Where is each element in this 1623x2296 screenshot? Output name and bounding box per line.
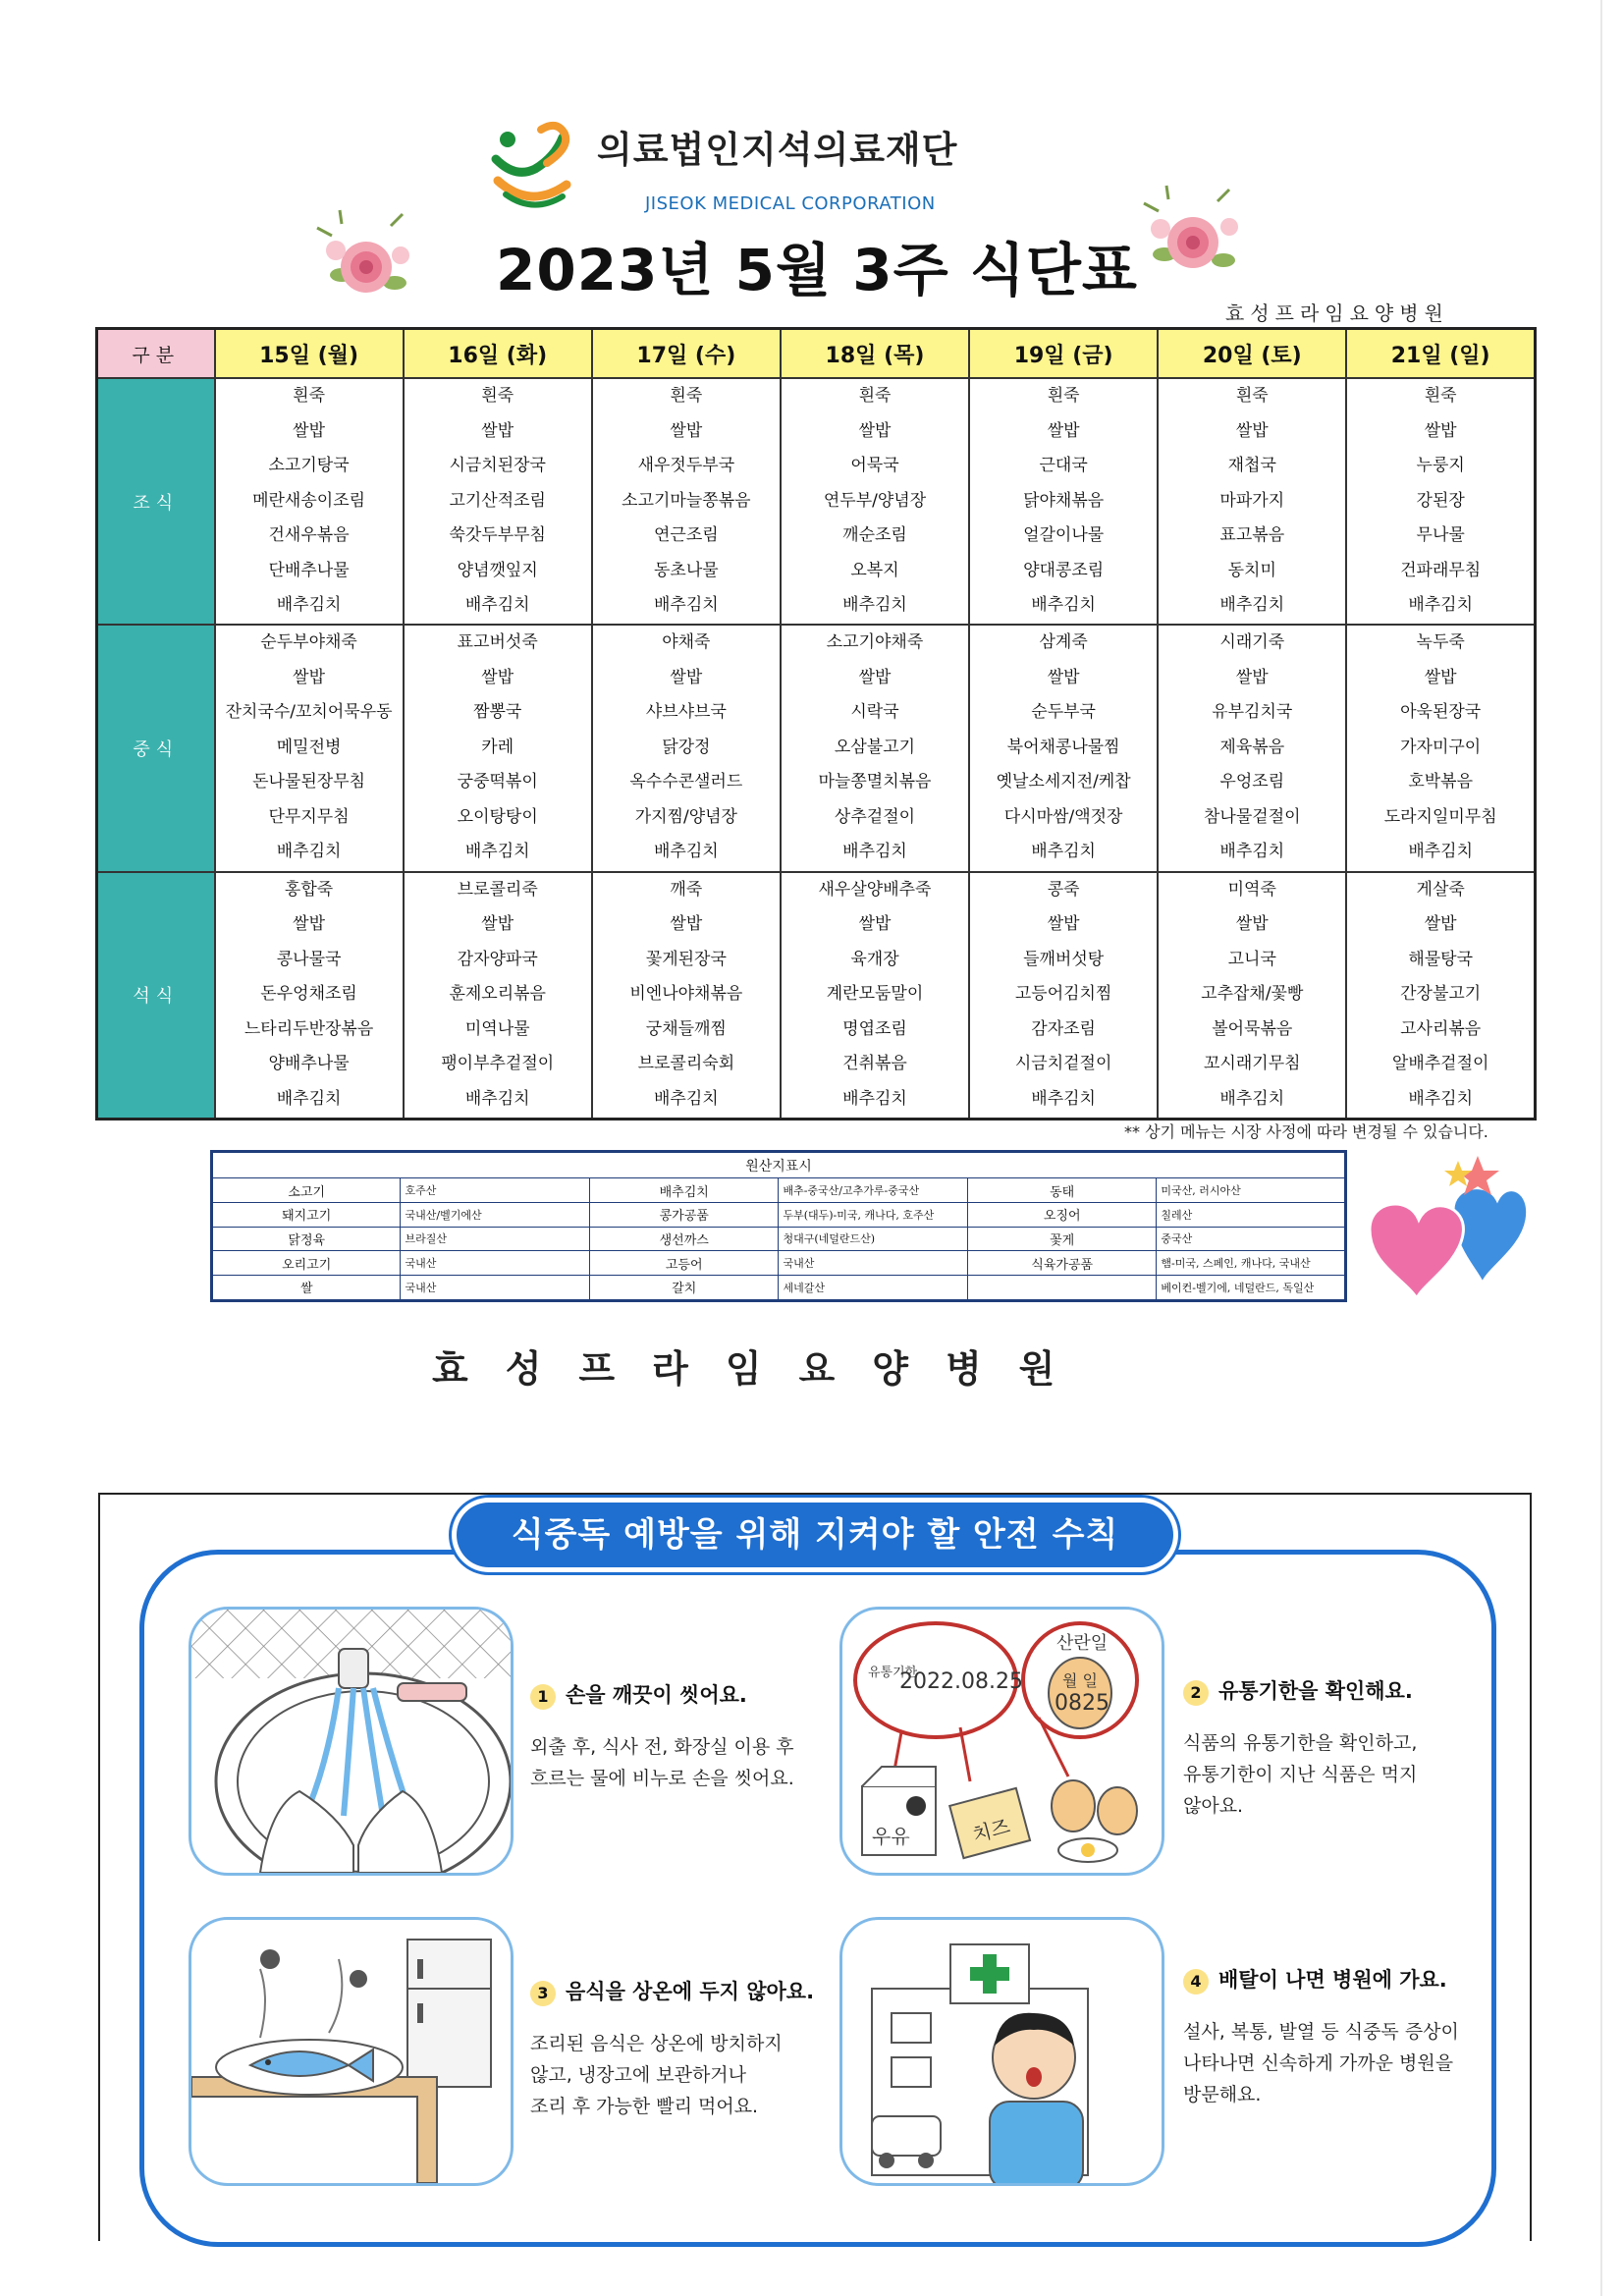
rule-4-body: 설사, 복통, 발열 등 식중독 증상이 나타나면 신속하게 가까운 병원을 방문해요. bbox=[1183, 2021, 1459, 2105]
menu-item: 어묵국 bbox=[850, 456, 899, 475]
menu-item: 표고버섯죽 bbox=[457, 632, 538, 653]
menu-item: 비엔나야채볶음 bbox=[629, 984, 743, 1005]
menu-item: 미역나물 bbox=[464, 1018, 530, 1039]
menu-item: 소고기마늘쫑볶음 bbox=[622, 490, 751, 511]
menu-item: 배추김치 bbox=[1219, 595, 1285, 615]
menu-item: 소고기탕국 bbox=[268, 456, 350, 475]
menu-item: 쌀밥 bbox=[1424, 420, 1457, 441]
menu-item: 단배추나물 bbox=[268, 560, 350, 580]
menu-item: 동초나물 bbox=[654, 560, 719, 580]
org-name-en: JISEOK MEDICAL CORPORATION bbox=[645, 193, 936, 214]
fish-on-table-icon bbox=[191, 1920, 511, 2183]
menu-item: 재첩국 bbox=[1227, 456, 1276, 475]
rule-4-head bbox=[1183, 1964, 1459, 1995]
menu-item: 쌀밥 bbox=[293, 914, 325, 935]
origin-food: 돼지고기 bbox=[212, 1202, 401, 1227]
menu-cell bbox=[781, 378, 969, 625]
menu-item: 쌀밥 bbox=[1235, 914, 1269, 935]
menu-item: 브로콜리숙회 bbox=[637, 1054, 735, 1074]
day-header: 18일 (목) bbox=[781, 329, 969, 379]
menu-item: 새우젓두부국 bbox=[637, 456, 735, 475]
menu-item: 쌀밥 bbox=[1047, 914, 1080, 935]
menu-item: 순두부국 bbox=[1031, 702, 1096, 723]
menu-item: 흰죽 bbox=[858, 386, 892, 406]
menu-item: 깨순조림 bbox=[842, 525, 907, 545]
meal-row bbox=[97, 872, 1536, 1120]
menu-item: 잔치국수/꼬치어묵우동 bbox=[225, 702, 393, 723]
menu-item: 제육볶음 bbox=[1219, 737, 1285, 757]
menu-item: 꽃게된장국 bbox=[645, 949, 727, 969]
menu-item: 단무지무침 bbox=[268, 806, 350, 827]
menu-item: 시금치겉절이 bbox=[1014, 1054, 1112, 1074]
menu-item: 고기산적조림 bbox=[449, 490, 546, 511]
menu-item: 간장불고기 bbox=[1400, 984, 1482, 1005]
menu-header-row bbox=[97, 329, 1536, 379]
cheese-label: 치즈 bbox=[969, 1814, 1013, 1847]
menu-item: 배추김치 bbox=[276, 1088, 342, 1109]
menu-cell bbox=[592, 378, 781, 625]
menu-item: 다시마쌈/액젓장 bbox=[1003, 806, 1123, 827]
menu-item: 미역죽 bbox=[1227, 879, 1276, 900]
origin-caption: 원산지표시 bbox=[212, 1152, 1346, 1178]
menu-item: 배추김치 bbox=[1031, 842, 1096, 862]
menu-item: 야채죽 bbox=[662, 632, 711, 653]
menu-cell bbox=[1158, 872, 1346, 1120]
hospital-illustration bbox=[839, 1917, 1164, 2186]
menu-item: 메란새송이조림 bbox=[252, 490, 366, 511]
origin-food: 콩가공품 bbox=[589, 1202, 778, 1227]
menu-item: 양배추나물 bbox=[268, 1054, 350, 1074]
menu-item: 무나물 bbox=[1416, 525, 1465, 545]
rule-number: 1 bbox=[530, 1684, 556, 1710]
rose-flower-icon bbox=[1139, 182, 1247, 290]
menu-item: 흰죽 bbox=[481, 386, 514, 406]
menu-item: 쌀밥 bbox=[481, 420, 514, 441]
menu-item: 짬뽕국 bbox=[473, 702, 522, 723]
page-title: 2023년 5월 3주 식단표 bbox=[496, 237, 1138, 303]
menu-item: 쌀밥 bbox=[1424, 667, 1457, 687]
origin-caption-row bbox=[212, 1152, 1346, 1178]
rose-flower-icon bbox=[312, 206, 420, 314]
rule-3-head bbox=[530, 1976, 814, 2006]
origin-food: 동태 bbox=[967, 1178, 1156, 1203]
origin-country: 칠레산 bbox=[1157, 1202, 1346, 1227]
menu-item: 마파가지 bbox=[1219, 490, 1285, 511]
origin-food: 오징어 bbox=[967, 1202, 1156, 1227]
menu-cell bbox=[1158, 378, 1346, 625]
origin-row bbox=[212, 1178, 1346, 1203]
menu-item: 누룽지 bbox=[1416, 456, 1465, 475]
rule-4 bbox=[1183, 1964, 1459, 2110]
menu-cell bbox=[404, 872, 592, 1120]
menu-item: 시락국 bbox=[850, 702, 899, 723]
origin-row bbox=[212, 1202, 1346, 1227]
rule-2-head-text: 유통기한을 확인해요. bbox=[1218, 1679, 1413, 1703]
menu-item: 강된장 bbox=[1416, 490, 1465, 511]
menu-item: 배추김치 bbox=[842, 595, 907, 615]
menu-item: 게살죽 bbox=[1416, 879, 1465, 900]
day-header: 20일 (토) bbox=[1158, 329, 1346, 379]
org-name-ko: 의료법인지석의료재단 bbox=[597, 129, 958, 171]
origin-row bbox=[212, 1227, 1346, 1251]
menu-item: 배추김치 bbox=[464, 595, 530, 615]
menu-item: 배추김치 bbox=[464, 842, 530, 862]
menu-item: 배추김치 bbox=[1219, 1088, 1285, 1109]
safety-title: 식중독 예방을 위해 지켜야 할 안전 수칙 bbox=[511, 1515, 1119, 1555]
menu-item: 흰죽 bbox=[670, 386, 703, 406]
menu-cell bbox=[215, 378, 404, 625]
menu-item: 느타리두반장볶음 bbox=[243, 1018, 374, 1039]
menu-cell bbox=[781, 625, 969, 871]
menu-item: 쌀밥 bbox=[1235, 667, 1269, 687]
expiry-label: 유통기한 bbox=[868, 1666, 918, 1680]
menu-item: 배추김치 bbox=[842, 1088, 907, 1109]
origin-table bbox=[210, 1150, 1347, 1302]
origin-food: 식육가공품 bbox=[967, 1251, 1156, 1276]
menu-item: 고추잡채/꽃빵 bbox=[1201, 984, 1304, 1005]
origin-country: 세네갈산 bbox=[779, 1275, 967, 1300]
menu-item: 배추김치 bbox=[464, 1088, 530, 1109]
menu-cell bbox=[404, 625, 592, 871]
menu-item: 돈나물된장무침 bbox=[252, 772, 366, 793]
origin-country: 국내산 bbox=[401, 1251, 589, 1276]
menu-item: 감자조림 bbox=[1031, 1018, 1096, 1039]
menu-cell bbox=[1346, 872, 1535, 1120]
menu-item: 연두부/양념장 bbox=[823, 490, 927, 511]
menu-item: 배추김치 bbox=[654, 595, 719, 615]
meal-row bbox=[97, 625, 1536, 871]
menu-item: 쌀밥 bbox=[481, 914, 514, 935]
menu-item: 표고볶음 bbox=[1219, 525, 1285, 545]
menu-item: 배추김치 bbox=[1408, 595, 1474, 615]
rule-2-head bbox=[1183, 1675, 1417, 1706]
origin-row bbox=[212, 1251, 1346, 1276]
menu-cell bbox=[592, 872, 781, 1120]
menu-cell bbox=[215, 625, 404, 871]
menu-item: 배추김치 bbox=[654, 842, 719, 862]
menu-item: 아욱된장국 bbox=[1400, 702, 1482, 723]
menu-item: 흰죽 bbox=[1047, 386, 1080, 406]
menu-item: 오복지 bbox=[850, 560, 899, 580]
menu-item: 순두부야채죽 bbox=[260, 632, 357, 653]
menu-item: 쌀밥 bbox=[670, 420, 703, 441]
menu-cell bbox=[969, 378, 1158, 625]
laid-label: 산란일 bbox=[1056, 1633, 1109, 1654]
menu-item: 마늘쫑멸치볶음 bbox=[818, 772, 932, 793]
laid-code: 0825 bbox=[1055, 1691, 1109, 1716]
menu-item: 배추김치 bbox=[276, 842, 342, 862]
laid-mmdd: 월 일 bbox=[1062, 1671, 1098, 1690]
rule-number: 3 bbox=[530, 1981, 556, 2006]
menu-item: 건취볶음 bbox=[842, 1054, 907, 1074]
rule-1-body: 외출 후, 식사 전, 화장실 이용 후 흐르는 물에 비누로 손을 씻어요. bbox=[530, 1736, 794, 1789]
origin-country: 국내산 bbox=[779, 1251, 967, 1276]
menu-item: 새우살양배추죽 bbox=[818, 879, 932, 900]
menu-item: 궁중떡볶이 bbox=[457, 772, 538, 793]
menu-cell bbox=[1346, 625, 1535, 871]
menu-item: 명엽조림 bbox=[842, 1018, 907, 1039]
menu-item: 닭야채볶음 bbox=[1023, 490, 1105, 511]
menu-item: 배추김치 bbox=[842, 842, 907, 862]
menu-item: 흰죽 bbox=[293, 386, 325, 406]
menu-item: 시래기죽 bbox=[1219, 632, 1285, 653]
hospital-boy-icon bbox=[842, 1920, 1162, 2183]
origin-food: 고등어 bbox=[589, 1251, 778, 1276]
menu-item: 쌀밥 bbox=[1047, 420, 1080, 441]
menu-item: 해물탕국 bbox=[1408, 949, 1474, 969]
page-edge-line bbox=[1600, 0, 1602, 2296]
menu-item: 육개장 bbox=[850, 949, 899, 969]
rule-1-head bbox=[530, 1679, 794, 1710]
hearts-decoration-icon bbox=[1360, 1151, 1532, 1308]
origin-country: 국내산/벨기에산 bbox=[401, 1202, 589, 1227]
menu-item: 궁채들깨찜 bbox=[645, 1018, 727, 1039]
menu-item: 참나물겉절이 bbox=[1204, 806, 1301, 827]
menu-item: 콩나물국 bbox=[276, 949, 342, 969]
menu-cell bbox=[1346, 378, 1535, 625]
origin-row bbox=[212, 1275, 1346, 1300]
menu-item: 동치미 bbox=[1227, 560, 1276, 580]
menu-item: 양대콩조림 bbox=[1023, 560, 1105, 580]
menu-item: 배추김치 bbox=[654, 1088, 719, 1109]
menu-item: 계란모둠말이 bbox=[826, 984, 924, 1005]
weekly-menu-table bbox=[95, 327, 1537, 1121]
rule-3 bbox=[530, 1976, 814, 2122]
menu-item: 도라지일미무침 bbox=[1383, 806, 1497, 827]
expiry-date: 2022.08.25 bbox=[899, 1669, 1023, 1694]
meal-label: 중식 bbox=[97, 625, 215, 871]
origin-food: 오리고기 bbox=[212, 1251, 401, 1276]
origin-country: 브라질산 bbox=[401, 1227, 589, 1251]
menu-item: 돈우엉채조림 bbox=[260, 984, 357, 1005]
menu-item: 배추김치 bbox=[1031, 1088, 1096, 1109]
day-header: 19일 (금) bbox=[969, 329, 1158, 379]
menu-item: 쌀밥 bbox=[670, 667, 703, 687]
menu-item: 쌀밥 bbox=[1047, 667, 1080, 687]
menu-item: 꼬시래기무침 bbox=[1204, 1054, 1301, 1074]
menu-item: 쑥갓두부무침 bbox=[449, 525, 546, 545]
handwashing-illustration bbox=[189, 1607, 514, 1876]
menu-item: 가자미구이 bbox=[1400, 737, 1482, 757]
menu-item: 흰죽 bbox=[1235, 386, 1269, 406]
menu-item: 오삼불고기 bbox=[834, 737, 916, 757]
rule-3-body: 조리된 음식은 상온에 방치하지 않고, 냉장고에 보관하거나 조리 후 가능한 빨리 먹어요. bbox=[530, 2033, 783, 2117]
menu-item: 시금치된장국 bbox=[449, 456, 546, 475]
day-header: 21일 (일) bbox=[1346, 329, 1535, 379]
hospital-name-small: 효성프라임요양병원 bbox=[1225, 301, 1449, 325]
origin-food: 생선까스 bbox=[589, 1227, 778, 1251]
rule-2-body: 식품의 유통기한을 확인하고, 유통기한이 지난 식품은 먹지 않아요. bbox=[1183, 1732, 1418, 1817]
day-header: 16일 (화) bbox=[404, 329, 592, 379]
origin-country: 중국산 bbox=[1157, 1227, 1346, 1251]
room-temperature-illustration bbox=[189, 1917, 514, 2186]
origin-country: 미국산, 러시아산 bbox=[1157, 1178, 1346, 1203]
rule-4-head-text: 배탈이 나면 병원에 가요. bbox=[1218, 1968, 1447, 1992]
menu-item: 건새우볶음 bbox=[268, 525, 350, 545]
origin-food bbox=[967, 1275, 1156, 1300]
menu-item: 소고기야채죽 bbox=[826, 632, 924, 653]
origin-food: 쌀 bbox=[212, 1275, 401, 1300]
expiry-date-icon bbox=[842, 1610, 1162, 1873]
menu-item: 쌀밥 bbox=[293, 420, 325, 441]
menu-cell bbox=[215, 872, 404, 1120]
menu-item: 호박볶음 bbox=[1408, 772, 1474, 793]
menu-item: 고사리볶음 bbox=[1400, 1018, 1482, 1039]
menu-item: 콩죽 bbox=[1047, 879, 1080, 900]
menu-item: 쌀밥 bbox=[670, 914, 703, 935]
menu-item: 삼계죽 bbox=[1039, 632, 1088, 653]
menu-item: 건파래무침 bbox=[1400, 560, 1482, 580]
expiry-illustration bbox=[839, 1607, 1164, 1876]
menu-item: 쌀밥 bbox=[1235, 420, 1269, 441]
menu-item: 고니국 bbox=[1227, 949, 1276, 969]
menu-item: 볼어묵볶음 bbox=[1212, 1018, 1293, 1039]
day-header: 15일 (월) bbox=[215, 329, 404, 379]
origin-country: 청대구(네덜란드산) bbox=[779, 1227, 967, 1251]
rule-number: 2 bbox=[1183, 1680, 1209, 1706]
menu-item: 근대국 bbox=[1039, 456, 1088, 475]
menu-item: 옥수수콘샐러드 bbox=[629, 772, 743, 793]
menu-item: 쌀밥 bbox=[858, 914, 892, 935]
menu-cell bbox=[1158, 625, 1346, 871]
menu-item: 쌀밥 bbox=[1424, 914, 1457, 935]
menu-item: 얼갈이나물 bbox=[1023, 525, 1105, 545]
menu-item: 유부김치국 bbox=[1212, 702, 1293, 723]
origin-food: 배추김치 bbox=[589, 1178, 778, 1203]
meal-row bbox=[97, 378, 1536, 625]
menu-item: 배추김치 bbox=[1408, 842, 1474, 862]
menu-cell bbox=[592, 625, 781, 871]
origin-country: 햄-미국, 스페인, 캐나다, 국내산 bbox=[1157, 1251, 1346, 1276]
menu-item: 닭강정 bbox=[662, 737, 711, 757]
menu-item: 홍합죽 bbox=[284, 879, 334, 900]
menu-item: 샤브샤브국 bbox=[645, 702, 727, 723]
menu-item: 브로콜리죽 bbox=[457, 879, 538, 900]
rule-3-head-text: 음식을 상온에 두지 않아요. bbox=[566, 1980, 815, 2003]
corner-header: 구분 bbox=[97, 329, 215, 379]
menu-item: 우엉조림 bbox=[1219, 772, 1285, 793]
menu-item: 알배추겉절이 bbox=[1391, 1054, 1489, 1074]
menu-item: 훈제오리볶음 bbox=[449, 984, 546, 1005]
menu-item: 쌀밥 bbox=[858, 667, 892, 687]
menu-item: 들깨버섯탕 bbox=[1023, 949, 1105, 969]
origin-country: 호주산 bbox=[401, 1178, 589, 1203]
menu-item: 메밀전병 bbox=[276, 737, 342, 757]
menu-item: 북어채콩나물찜 bbox=[1006, 737, 1120, 757]
menu-item: 옛날소세지전/케찹 bbox=[996, 772, 1131, 793]
menu-item: 배추김치 bbox=[276, 595, 342, 615]
menu-item: 양념깻잎지 bbox=[457, 560, 538, 580]
jiseok-logo-icon bbox=[486, 120, 579, 213]
menu-item: 쌀밥 bbox=[858, 420, 892, 441]
menu-cell bbox=[781, 872, 969, 1120]
meal-label: 조식 bbox=[97, 378, 215, 625]
origin-country: 두부(대두)-미국, 캐나다, 호주산 bbox=[779, 1202, 967, 1227]
menu-item: 배추김치 bbox=[1408, 1088, 1474, 1109]
menu-item: 깨죽 bbox=[670, 879, 703, 900]
menu-item: 쌀밥 bbox=[481, 667, 514, 687]
menu-item: 오이탕탕이 bbox=[457, 806, 538, 827]
menu-item: 흰죽 bbox=[1424, 386, 1457, 406]
menu-item: 배추김치 bbox=[1031, 595, 1096, 615]
origin-food: 소고기 bbox=[212, 1178, 401, 1203]
menu-change-note: ** 상기 메뉴는 시장 사정에 따라 변경될 수 있습니다. bbox=[1124, 1122, 1488, 1141]
rule-1-head-text: 손을 깨끗이 씻어요. bbox=[566, 1683, 747, 1707]
day-header: 17일 (수) bbox=[592, 329, 781, 379]
origin-food: 닭정육 bbox=[212, 1227, 401, 1251]
menu-cell bbox=[969, 625, 1158, 871]
menu-item: 배추김치 bbox=[1219, 842, 1285, 862]
menu-item: 상추겉절이 bbox=[834, 806, 916, 827]
menu-item: 연근조림 bbox=[654, 525, 719, 545]
menu-item: 가지찜/양념장 bbox=[634, 806, 737, 827]
footer-hospital-name: 효성프라임요양병원 bbox=[432, 1347, 1093, 1391]
menu-cell bbox=[969, 872, 1158, 1120]
menu-item: 고등어김치찜 bbox=[1014, 984, 1112, 1005]
origin-food: 갈치 bbox=[589, 1275, 778, 1300]
rule-number: 4 bbox=[1183, 1969, 1209, 1995]
milk-label: 우유 bbox=[872, 1825, 910, 1848]
rule-2 bbox=[1183, 1675, 1417, 1822]
origin-country: 배추-중국산/고추가루-중국산 bbox=[779, 1178, 967, 1203]
menu-item: 카레 bbox=[481, 737, 514, 757]
menu-item: 팽이부추겉절이 bbox=[441, 1054, 555, 1074]
menu-item: 녹두죽 bbox=[1416, 632, 1465, 653]
meal-label: 석식 bbox=[97, 872, 215, 1120]
menu-cell bbox=[404, 378, 592, 625]
origin-food: 꽃게 bbox=[967, 1227, 1156, 1251]
menu-item: 쌀밥 bbox=[293, 667, 325, 687]
origin-country: 국내산 bbox=[401, 1275, 589, 1300]
origin-country: 베이컨-벨기에, 네덜란드, 독일산 bbox=[1157, 1275, 1346, 1300]
menu-item: 감자양파국 bbox=[457, 949, 538, 969]
handwashing-icon bbox=[191, 1610, 511, 1873]
rule-1 bbox=[530, 1679, 794, 1794]
